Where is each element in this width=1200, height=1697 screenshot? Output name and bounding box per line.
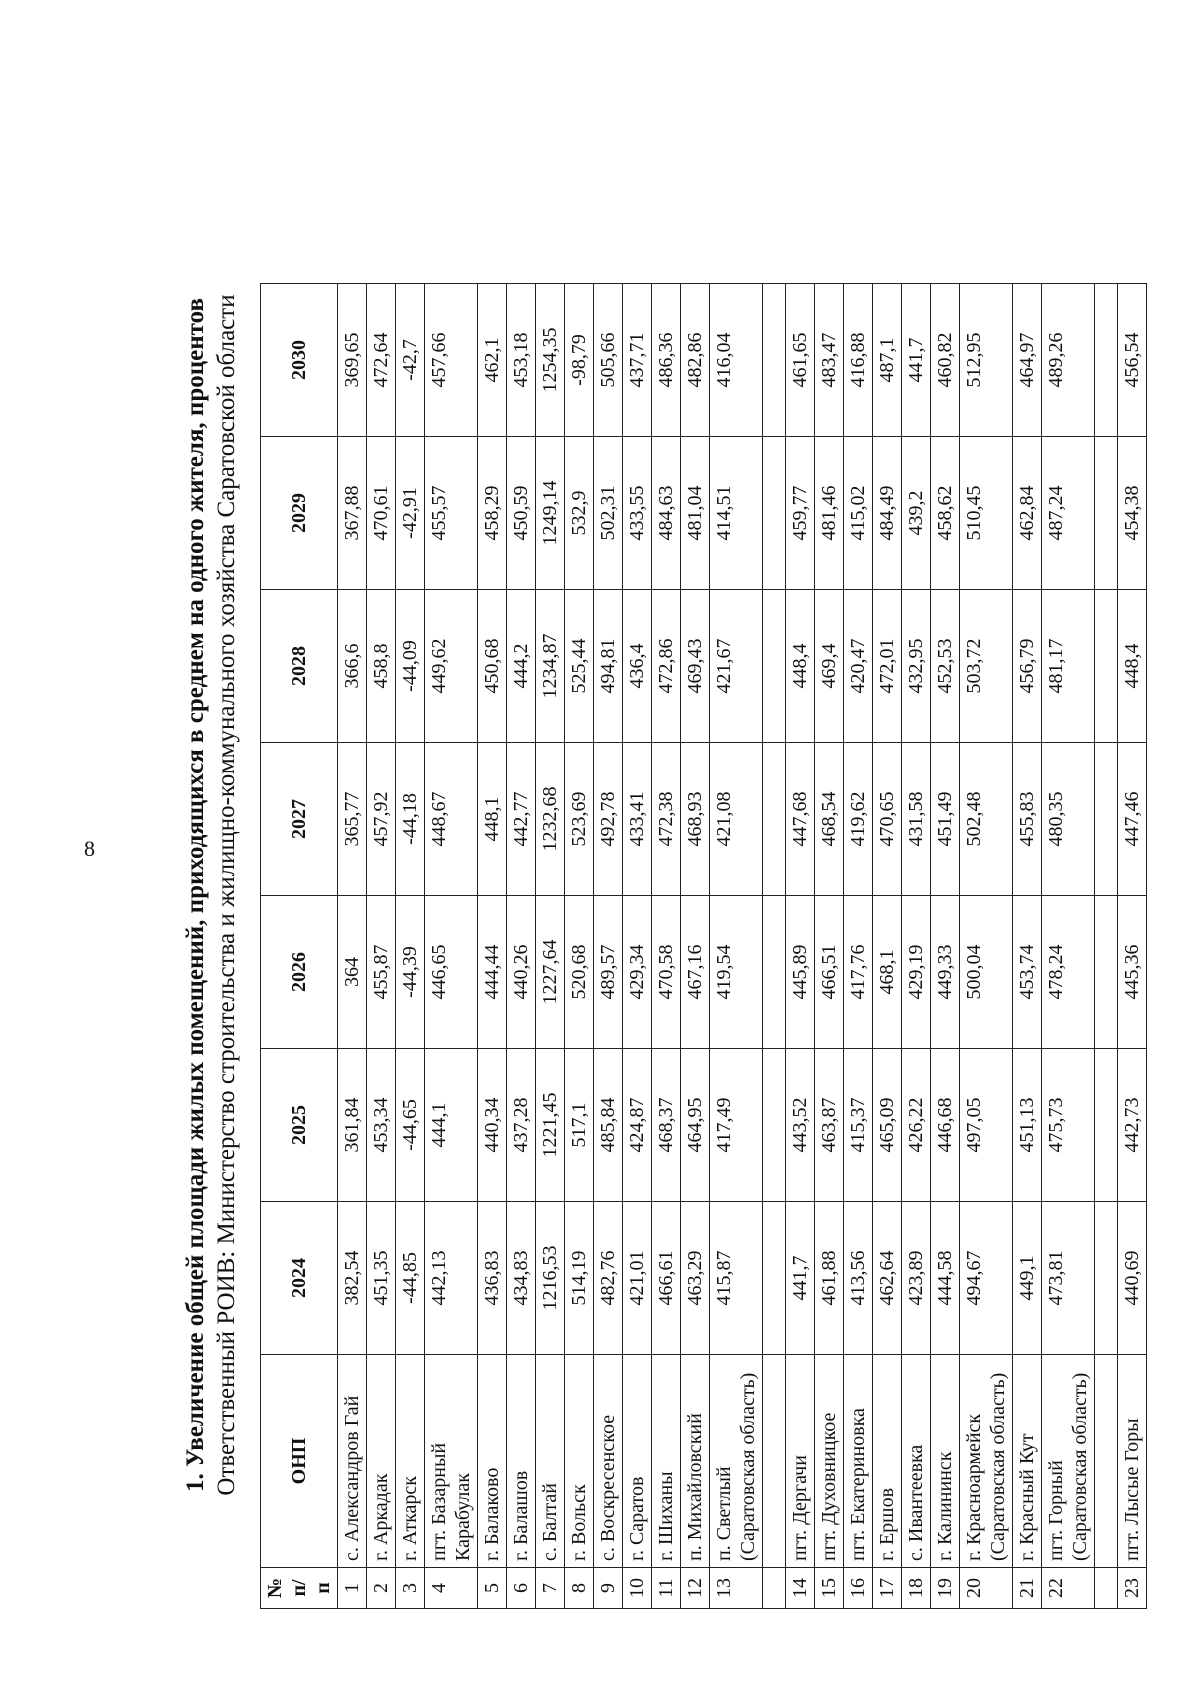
value-cell: 454,38 — [1118, 437, 1147, 590]
value-cell: 489,57 — [594, 896, 623, 1049]
table-row — [425, 284, 478, 1609]
value-cell: 462,64 — [873, 1202, 902, 1355]
row-number-cell: 5 — [478, 1568, 507, 1609]
value-cell: 417,49 — [710, 1049, 763, 1202]
value-cell: 489,26 — [1042, 284, 1095, 437]
value-cell: 502,31 — [594, 437, 623, 590]
settlement-name-cell: г. Красный Кут — [1013, 1355, 1042, 1568]
row-number-cell: 18 — [902, 1568, 931, 1609]
value-cell: 503,72 — [960, 590, 1013, 743]
row-number-cell: 2 — [367, 1568, 396, 1609]
value-cell: 460,82 — [931, 284, 960, 437]
value-cell: 469,43 — [681, 590, 710, 743]
value-cell: 416,88 — [844, 284, 873, 437]
value-cell: 437,71 — [623, 284, 652, 437]
value-cell: 470,58 — [652, 896, 681, 1049]
settlement-name-cell: г. Шиханы — [652, 1355, 681, 1568]
value-cell: 466,61 — [652, 1202, 681, 1355]
gap-cell — [763, 1049, 786, 1202]
value-cell: 449,62 — [425, 590, 478, 743]
value-cell: 415,02 — [844, 437, 873, 590]
value-cell: 453,18 — [507, 284, 536, 437]
page-number: 8 — [84, 836, 95, 861]
value-cell: 523,69 — [565, 743, 594, 896]
table-row — [623, 284, 652, 1609]
value-cell: 494,81 — [594, 590, 623, 743]
value-cell: 475,73 — [1042, 1049, 1095, 1202]
settlement-name-cell: пгт. Лысые Горы — [1118, 1355, 1147, 1568]
row-number-cell: 10 — [623, 1568, 652, 1609]
value-cell: 423,89 — [902, 1202, 931, 1355]
value-cell: 455,83 — [1013, 743, 1042, 896]
value-cell: 478,24 — [1042, 896, 1095, 1049]
row-number-cell: 8 — [565, 1568, 594, 1609]
gap-cell — [763, 1568, 786, 1609]
value-cell: -44,09 — [396, 590, 425, 743]
value-cell: 472,01 — [873, 590, 902, 743]
value-cell: 483,47 — [815, 284, 844, 437]
gap-cell — [763, 590, 786, 743]
value-cell: 441,7 — [902, 284, 931, 437]
row-number-cell: 1 — [338, 1568, 367, 1609]
settlement-name-cell: с. Александров Гай — [338, 1355, 367, 1568]
rotated-page-content — [180, 165, 1143, 1625]
value-cell: 413,56 — [844, 1202, 873, 1355]
row-number-cell: 15 — [815, 1568, 844, 1609]
table-row — [536, 284, 565, 1609]
settlement-name-cell: п. Светлый (Саратовская область) — [710, 1355, 763, 1568]
value-cell: 449,1 — [1013, 1202, 1042, 1355]
table-gap-row — [1095, 284, 1118, 1609]
settlement-name-cell: г. Вольск — [565, 1355, 594, 1568]
value-cell: 434,83 — [507, 1202, 536, 1355]
value-cell: 532,9 — [565, 437, 594, 590]
value-cell: 1232,68 — [536, 743, 565, 896]
value-cell: 451,13 — [1013, 1049, 1042, 1202]
gap-cell — [1095, 743, 1118, 896]
settlement-name-cell: п. Михайловский — [681, 1355, 710, 1568]
table-row — [396, 284, 425, 1609]
value-cell: 494,67 — [960, 1202, 1013, 1355]
header-cell: № п/п — [261, 1568, 338, 1609]
gap-cell — [1095, 590, 1118, 743]
value-cell: 417,76 — [844, 896, 873, 1049]
table-row — [815, 284, 844, 1609]
value-cell: 426,22 — [902, 1049, 931, 1202]
table-row — [338, 284, 367, 1609]
settlement-name-cell: пгт. Екатериновка — [844, 1355, 873, 1568]
table-gap-row — [763, 284, 786, 1609]
value-cell: 429,19 — [902, 896, 931, 1049]
value-cell: 442,73 — [1118, 1049, 1147, 1202]
value-cell: 1234,87 — [536, 590, 565, 743]
value-cell: 455,87 — [367, 896, 396, 1049]
value-cell: 448,67 — [425, 743, 478, 896]
value-cell: 441,7 — [786, 1202, 815, 1355]
settlement-name-cell: с. Ивантеевка — [902, 1355, 931, 1568]
settlement-name-cell: г. Калининск — [931, 1355, 960, 1568]
table-row — [960, 284, 1013, 1609]
gap-cell — [763, 896, 786, 1049]
value-cell: 450,68 — [478, 590, 507, 743]
value-cell: 414,51 — [710, 437, 763, 590]
row-number-cell: 6 — [507, 1568, 536, 1609]
gap-cell — [1095, 284, 1118, 437]
value-cell: 473,81 — [1042, 1202, 1095, 1355]
value-cell: -44,85 — [396, 1202, 425, 1355]
value-cell: 458,8 — [367, 590, 396, 743]
table-row — [652, 284, 681, 1609]
settlement-name-cell: с. Воскресенское — [594, 1355, 623, 1568]
value-cell: 470,65 — [873, 743, 902, 896]
value-cell: 462,1 — [478, 284, 507, 437]
value-cell: 444,58 — [931, 1202, 960, 1355]
value-cell: 447,46 — [1118, 743, 1147, 896]
document-subtitle: Ответственный РОИВ: Министерство строительства и жилищно-коммунального хозяйства Саратовской области — [213, 294, 240, 1496]
row-number-cell: 21 — [1013, 1568, 1042, 1609]
data-table — [260, 283, 1147, 1609]
gap-cell — [763, 437, 786, 590]
value-cell: 453,34 — [367, 1049, 396, 1202]
value-cell: 432,95 — [902, 590, 931, 743]
row-number-cell: 3 — [396, 1568, 425, 1609]
row-number-cell: 23 — [1118, 1568, 1147, 1609]
row-number-cell: 14 — [786, 1568, 815, 1609]
table-row — [681, 284, 710, 1609]
value-cell: 415,87 — [710, 1202, 763, 1355]
value-cell: 453,74 — [1013, 896, 1042, 1049]
value-cell: 440,26 — [507, 896, 536, 1049]
value-cell: 468,54 — [815, 743, 844, 896]
value-cell: 433,55 — [623, 437, 652, 590]
value-cell: -44,39 — [396, 896, 425, 1049]
row-number-cell: 16 — [844, 1568, 873, 1609]
settlement-name-cell: пгт. Дергачи — [786, 1355, 815, 1568]
value-cell: 364 — [338, 896, 367, 1049]
value-cell: 1254,35 — [536, 284, 565, 437]
settlement-name-cell: пгт. Горный (Саратовская область) — [1042, 1355, 1095, 1568]
gap-cell — [1095, 437, 1118, 590]
value-cell: 367,88 — [338, 437, 367, 590]
value-cell: 442,13 — [425, 1202, 478, 1355]
value-cell: 472,64 — [367, 284, 396, 437]
value-cell: 361,84 — [338, 1049, 367, 1202]
table-row — [1042, 284, 1095, 1609]
table-header-row — [261, 284, 338, 1609]
value-cell: 431,58 — [902, 743, 931, 896]
value-cell: 481,04 — [681, 437, 710, 590]
value-cell: 467,16 — [681, 896, 710, 1049]
value-cell: 517,1 — [565, 1049, 594, 1202]
table-row — [931, 284, 960, 1609]
value-cell: 486,36 — [652, 284, 681, 437]
settlement-name-cell: г. Балаково — [478, 1355, 507, 1568]
header-cell: 2028 — [261, 590, 338, 743]
header-cell: 2024 — [261, 1202, 338, 1355]
value-cell: 466,51 — [815, 896, 844, 1049]
value-cell: -42,7 — [396, 284, 425, 437]
gap-cell — [1095, 1568, 1118, 1609]
row-number-cell: 17 — [873, 1568, 902, 1609]
gap-cell — [1095, 1202, 1118, 1355]
gap-cell — [1095, 1049, 1118, 1202]
gap-cell — [1095, 896, 1118, 1049]
value-cell: 462,84 — [1013, 437, 1042, 590]
value-cell: 468,93 — [681, 743, 710, 896]
row-number-cell: 11 — [652, 1568, 681, 1609]
table-row — [1013, 284, 1042, 1609]
table-row — [565, 284, 594, 1609]
gap-cell — [763, 743, 786, 896]
value-cell: 444,1 — [425, 1049, 478, 1202]
settlement-name-cell: г. Красноармейск (Саратовская область) — [960, 1355, 1013, 1568]
row-number-cell: 7 — [536, 1568, 565, 1609]
header-cell: 2030 — [261, 284, 338, 437]
value-cell: 505,66 — [594, 284, 623, 437]
value-cell: 382,54 — [338, 1202, 367, 1355]
value-cell: 439,2 — [902, 437, 931, 590]
header-cell: 2026 — [261, 896, 338, 1049]
value-cell: 443,52 — [786, 1049, 815, 1202]
value-cell: 470,61 — [367, 437, 396, 590]
value-cell: 487,24 — [1042, 437, 1095, 590]
value-cell: 459,77 — [786, 437, 815, 590]
value-cell: 444,44 — [478, 896, 507, 1049]
value-cell: 481,17 — [1042, 590, 1095, 743]
gap-cell — [763, 284, 786, 437]
value-cell: 464,95 — [681, 1049, 710, 1202]
table-row — [1118, 284, 1147, 1609]
value-cell: 436,4 — [623, 590, 652, 743]
value-cell: 525,44 — [565, 590, 594, 743]
value-cell: 457,66 — [425, 284, 478, 437]
table-row — [710, 284, 763, 1609]
value-cell: 445,36 — [1118, 896, 1147, 1049]
value-cell: 448,4 — [786, 590, 815, 743]
value-cell: 463,29 — [681, 1202, 710, 1355]
value-cell: 468,37 — [652, 1049, 681, 1202]
value-cell: 451,35 — [367, 1202, 396, 1355]
row-number-cell: 9 — [594, 1568, 623, 1609]
value-cell: 440,69 — [1118, 1202, 1147, 1355]
value-cell: 366,6 — [338, 590, 367, 743]
value-cell: 1249,14 — [536, 437, 565, 590]
value-cell: -44,65 — [396, 1049, 425, 1202]
value-cell: 497,05 — [960, 1049, 1013, 1202]
table-row — [844, 284, 873, 1609]
settlement-name-cell: г. Саратов — [623, 1355, 652, 1568]
value-cell: 416,04 — [710, 284, 763, 437]
value-cell: 437,28 — [507, 1049, 536, 1202]
value-cell: 1227,64 — [536, 896, 565, 1049]
value-cell: 440,34 — [478, 1049, 507, 1202]
value-cell: 480,35 — [1042, 743, 1095, 896]
row-number-cell: 19 — [931, 1568, 960, 1609]
value-cell: 472,38 — [652, 743, 681, 896]
value-cell: 433,41 — [623, 743, 652, 896]
value-cell: 444,2 — [507, 590, 536, 743]
value-cell: 446,65 — [425, 896, 478, 1049]
value-cell: 419,62 — [844, 743, 873, 896]
value-cell: 442,77 — [507, 743, 536, 896]
value-cell: 463,87 — [815, 1049, 844, 1202]
value-cell: 429,34 — [623, 896, 652, 1049]
value-cell: 458,62 — [931, 437, 960, 590]
value-cell: 452,53 — [931, 590, 960, 743]
value-cell: 458,29 — [478, 437, 507, 590]
table-row — [786, 284, 815, 1609]
value-cell: 456,54 — [1118, 284, 1147, 437]
settlement-name-cell: г. Аткарск — [396, 1355, 425, 1568]
value-cell: 420,47 — [844, 590, 873, 743]
gap-cell — [763, 1355, 786, 1568]
row-number-cell: 4 — [425, 1568, 478, 1609]
table-row — [873, 284, 902, 1609]
settlement-name-cell: г. Аркадак — [367, 1355, 396, 1568]
value-cell: 424,87 — [623, 1049, 652, 1202]
value-cell: -44,18 — [396, 743, 425, 896]
value-cell: 468,1 — [873, 896, 902, 1049]
value-cell: 461,65 — [786, 284, 815, 437]
value-cell: 436,83 — [478, 1202, 507, 1355]
document-title: 1. Увеличение общей площади жилых помещений, приходящихся в среднем на одного жителя, процентов — [182, 298, 209, 1492]
row-number-cell: 12 — [681, 1568, 710, 1609]
value-cell: 469,4 — [815, 590, 844, 743]
value-cell: 448,1 — [478, 743, 507, 896]
value-cell: 455,57 — [425, 437, 478, 590]
value-cell: 451,49 — [931, 743, 960, 896]
value-cell: 472,86 — [652, 590, 681, 743]
value-cell: 500,04 — [960, 896, 1013, 1049]
header-cell: 2027 — [261, 743, 338, 896]
value-cell: 484,49 — [873, 437, 902, 590]
value-cell: 464,97 — [1013, 284, 1042, 437]
table-row — [478, 284, 507, 1609]
value-cell: 457,92 — [367, 743, 396, 896]
value-cell: 448,4 — [1118, 590, 1147, 743]
table-row — [594, 284, 623, 1609]
value-cell: 421,08 — [710, 743, 763, 896]
value-cell: 421,67 — [710, 590, 763, 743]
value-cell: 1216,53 — [536, 1202, 565, 1355]
table-row — [507, 284, 536, 1609]
value-cell: 482,76 — [594, 1202, 623, 1355]
value-cell: 484,63 — [652, 437, 681, 590]
value-cell: 446,68 — [931, 1049, 960, 1202]
settlement-name-cell: пгт. Базарный Карабулак — [425, 1355, 478, 1568]
value-cell: 512,95 — [960, 284, 1013, 437]
row-number-cell: 20 — [960, 1568, 1013, 1609]
value-cell: 514,19 — [565, 1202, 594, 1355]
value-cell: 419,54 — [710, 896, 763, 1049]
value-cell: 485,84 — [594, 1049, 623, 1202]
settlement-name-cell: г. Балашов — [507, 1355, 536, 1568]
value-cell: 510,45 — [960, 437, 1013, 590]
table-row — [902, 284, 931, 1609]
value-cell: 492,78 — [594, 743, 623, 896]
value-cell: 502,48 — [960, 743, 1013, 896]
value-cell: 445,89 — [786, 896, 815, 1049]
settlement-name-cell: г. Ершов — [873, 1355, 902, 1568]
settlement-name-cell: с. Балтай — [536, 1355, 565, 1568]
value-cell: 465,09 — [873, 1049, 902, 1202]
row-number-cell: 22 — [1042, 1568, 1095, 1609]
value-cell: -42,91 — [396, 437, 425, 590]
value-cell: 481,46 — [815, 437, 844, 590]
value-cell: 520,68 — [565, 896, 594, 1049]
value-cell: 449,33 — [931, 896, 960, 1049]
value-cell: 421,01 — [623, 1202, 652, 1355]
value-cell: 1221,45 — [536, 1049, 565, 1202]
gap-cell — [763, 1202, 786, 1355]
value-cell: -98,79 — [565, 284, 594, 437]
value-cell: 369,65 — [338, 284, 367, 437]
settlement-name-cell: пгт. Духовницкое — [815, 1355, 844, 1568]
value-cell: 365,77 — [338, 743, 367, 896]
table-row — [367, 284, 396, 1609]
value-cell: 487,1 — [873, 284, 902, 437]
header-cell: 2029 — [261, 437, 338, 590]
value-cell: 450,59 — [507, 437, 536, 590]
value-cell: 461,88 — [815, 1202, 844, 1355]
value-cell: 447,68 — [786, 743, 815, 896]
header-cell: ОНП — [261, 1355, 338, 1568]
row-number-cell: 13 — [710, 1568, 763, 1609]
value-cell: 456,79 — [1013, 590, 1042, 743]
header-cell: 2025 — [261, 1049, 338, 1202]
gap-cell — [1095, 1355, 1118, 1568]
value-cell: 415,37 — [844, 1049, 873, 1202]
value-cell: 482,86 — [681, 284, 710, 437]
